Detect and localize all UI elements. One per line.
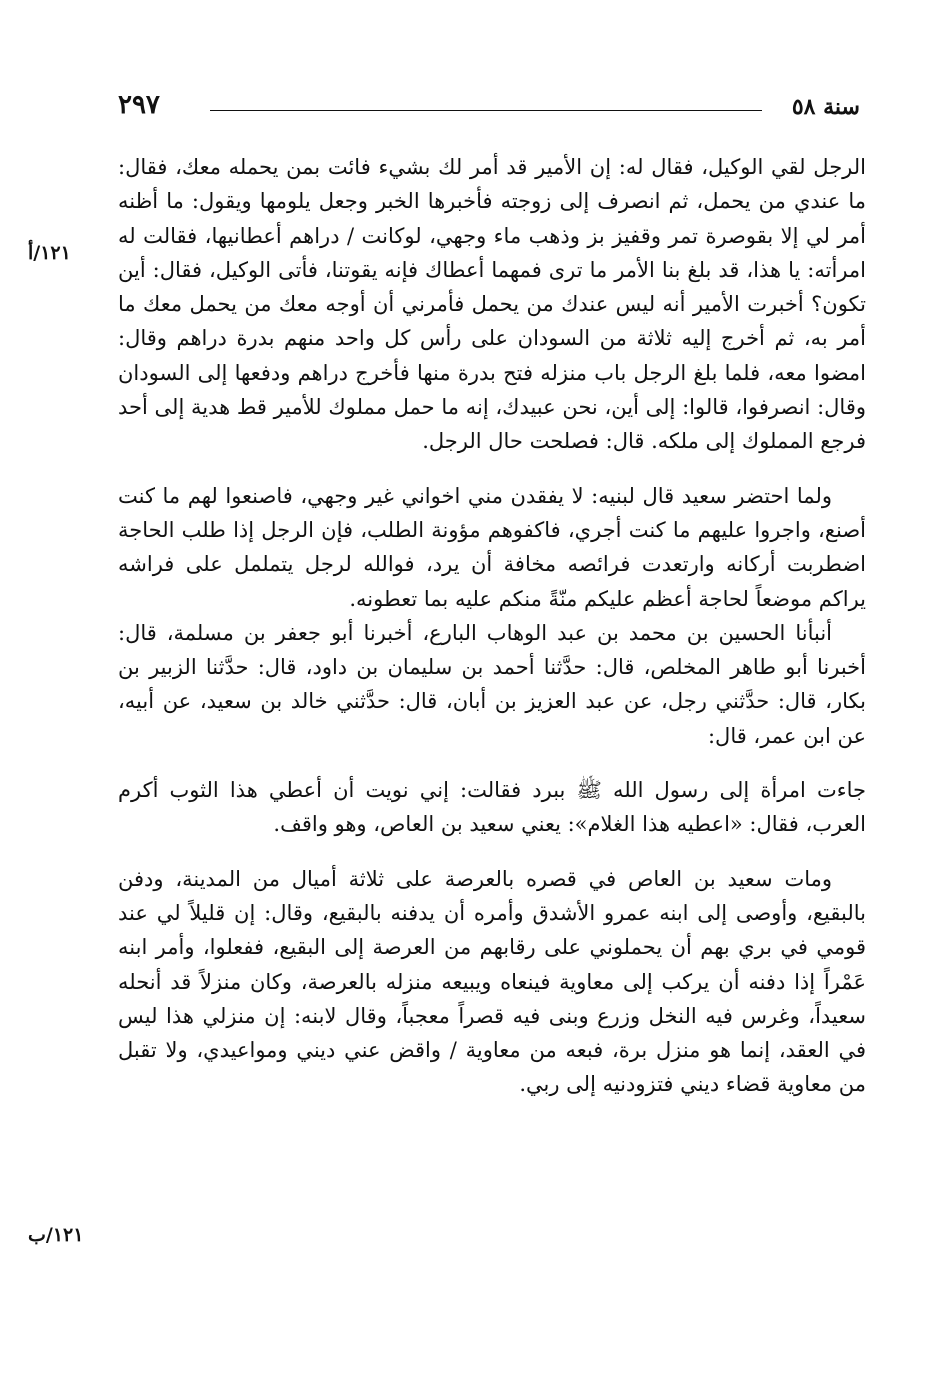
- paragraph-5: ومات سعيد بن العاص في قصره بالعرصة على ثلاثة أميال من المدينة، ودفن بالبقيع، وأوصى إلى ابنه عمرو الأشدق وأمره أن يدفنه بالبقيع، وقال: إن قليلاً لي عند قومي في بري بهم أن يحملوني على رقابهم من العرصة إلى البقيع، ففعلوا، وأمر ابنه عَمْراً إذا دفنه أن يركب إلى معاوية فينعاه ويبيعه منزله بالعرصة، وكان منزلاً قد أنحله سعيداً، وغرس فيه النخل وزرع وبنى فيه قصراً معجباً، وقال لابنه: إن منزلي هذا ليس في العقد، إنما هو منزل برة، فبعه من معاوية / واقض عني ديني ومواعيدي، ولا تقبل من معاوية قضاء ديني فتزودنيه إلى ربي.: [118, 866, 866, 1097]
- paragraph-1: الرجل لقي الوكيل، فقال له: إن الأمير قد أمر لك بشيء فائت بمن يحمله معك، فقال: ما عندي من يحمل، ثم انصرف إلى زوجته فأخبرها الخبر وجعل يلومها ويقول: ما أظنه أمر لي إلا بقوصرة تمر وقفيز بز وذهب ماء وجهي، لوكانت / دراهم أعطانيها، فقالت له امرأته: يا هذا، قد بلغ بنا الأمر ما ترى فمهما أعطاك فإنه يقوتنا، فأتى الوكيل، فقال: أين تكون؟ أخبرت الأمير أنه ليس عندك من يحمل فأمرني أن أوجه معك من يحمل معك ما أمر به، ثم أخرج إليه ثلاثة من السودان على رأس كل واحد منهم بدرة دراهم وقال: امضوا معه، فلما بلغ الرجل باب منزله فتح بدرة منها فأخرج دراهم ودفعها إلى السودان وقال: انصرفوا، قالوا: إلى أين، نحن عبيدك، إنه ما حمل مملوك للأمير قط هدية إلى أحد فرجع المملوك إلى ملكه. قال: فصلحت حال الرجل.: [118, 155, 866, 454]
- margin-folio-note-b: ١٢١/ب: [28, 1224, 84, 1246]
- header-rule: [210, 110, 762, 111]
- header-year-label: سنة ٥٨: [791, 94, 860, 120]
- page-number: ٢٩٧: [118, 90, 160, 120]
- paragraph-4: جاءت امرأة إلى رسول الله ﷺ ببرد فقالت: إني نويت أن أعطي هذا الثوب أكرم العرب، فقال: «اعطيه هذا الغلام»: يعني سعيد بن العاص، وهو واقف.: [118, 778, 866, 837]
- body-text: [118, 150, 866, 1102]
- paragraph-2: ولما احتضر سعيد قال لبنيه: لا يفقدن مني اخواني غير وجهي، فاصنعوا لهم ما كنت أصنع، واجروا عليهم ما كنت أجري، فاكفوهم مؤونة الطلب، فإن الرجل إذا طلب الحاجة اضطربت أركانه وارتعدت فرائصه مخافة أن يرد، فوالله لرجل يتململ على فراشه يراكم موضعاً لحاجة أعظم عليكم منّةً منكم عليه بما تعطونه.: [118, 483, 866, 611]
- margin-folio-note-a: ١٢١/أ: [28, 242, 71, 264]
- paragraph-3: أنبأنا الحسين بن محمد بن عبد الوهاب البارع، أخبرنا أبو جعفر بن مسلمة، قال: أخبرنا أبو طاهر المخلص، قال: حدَّثنا أحمد بن سليمان بن داود، قال: حدَّثنا الزبير بن بكار، قال: حدَّثني رجل، عن عبد العزيز بن أبان، قال: حدَّثني خالد بن سعيد، عن أبيه، عن ابن عمر، قال:: [118, 620, 866, 748]
- running-header: [118, 92, 860, 126]
